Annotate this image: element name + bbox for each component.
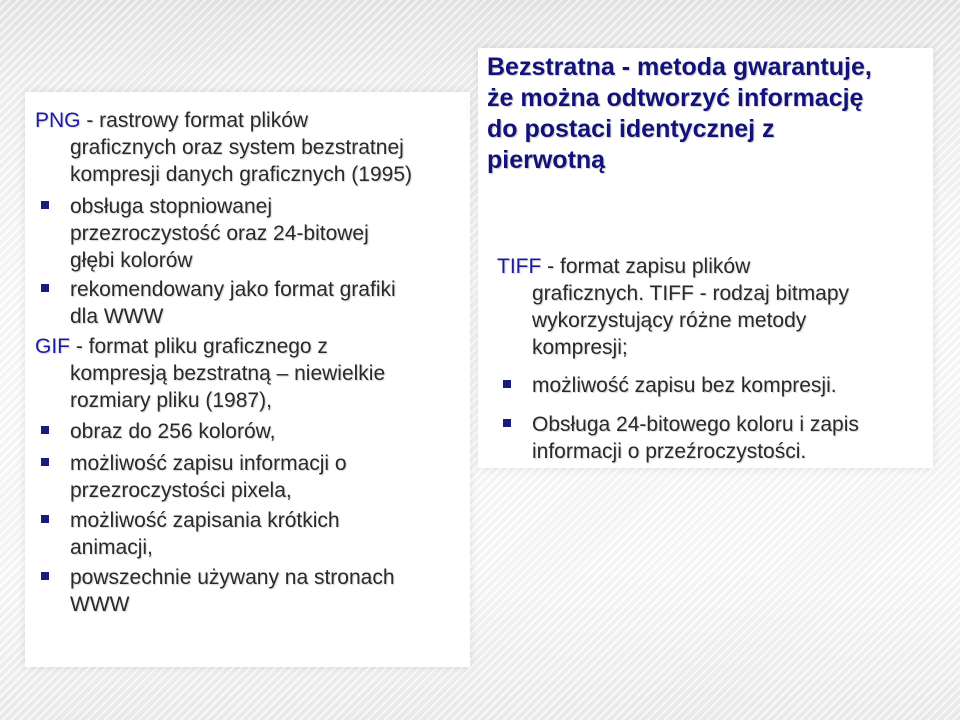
lossless-definition-heading [487, 52, 937, 176]
heading-line-1: Bezstratna - metoda gwarantuje, [487, 53, 872, 81]
square-bullet-icon [41, 515, 49, 523]
square-bullet-icon [41, 458, 49, 466]
gif-term: GIF [35, 335, 70, 358]
square-bullet-icon [503, 380, 511, 388]
gif-bullet-pixel-transparency: możliwość zapisu informacji o przezroczystości pixela, [35, 450, 500, 504]
square-bullet-icon [41, 201, 49, 209]
png-line-2: graficznych oraz system bezstratnej [70, 136, 404, 159]
tiff-paragraph [497, 253, 927, 361]
square-bullet-icon [503, 419, 511, 427]
tiff-line-4: kompresji; [532, 336, 628, 359]
png-line-3: kompresji danych graficznych (1995) [70, 163, 412, 186]
heading-line-4: pierwotną [487, 146, 606, 174]
tiff-line-1: - format zapisu plików [541, 255, 751, 278]
png-term: PNG [35, 109, 81, 132]
tiff-term: TIFF [497, 255, 542, 278]
heading-line-3: do postaci identycznej z [487, 115, 775, 143]
gif-paragraph [35, 333, 465, 414]
square-bullet-icon [41, 572, 49, 580]
png-bullet-www-recommended: rekomendowany jako format grafiki dla WWW [35, 276, 500, 330]
heading-line-2: że można odtworzyć informację [487, 84, 864, 112]
gif-line-1: - format pliku graficznego z [70, 335, 328, 358]
gif-bullet-animations: możliwość zapisania krótkich animacji, [35, 507, 500, 561]
gif-line-2: kompresją bezstratną – niewielkie [70, 362, 386, 385]
gif-bullet-256-colors: obraz do 256 kolorów, [35, 418, 500, 445]
gif-line-3: rozmiary pliku (1987), [70, 389, 272, 412]
tiff-bullet-no-compression: możliwość zapisu bez kompresji. [497, 372, 960, 399]
square-bullet-icon [41, 284, 49, 292]
png-paragraph [35, 107, 465, 188]
tiff-bullet-24bit-transparency: Obsługa 24-bitowego koloru i zapis informacji o przeźroczystości. [497, 411, 960, 465]
square-bullet-icon [41, 426, 49, 434]
png-bullet-gradual-transparency: obsługa stopniowanej przezroczystość oraz 24-bitowej głębi kolorów [35, 193, 500, 274]
png-line-1: - rastrowy format plików [80, 109, 309, 132]
gif-bullet-www-usage: powszechnie używany na stronach WWW [35, 564, 500, 618]
tiff-line-3: wykorzystujący różne metody [532, 309, 807, 332]
tiff-line-2: graficznych. TIFF - rodzaj bitmapy [532, 282, 850, 305]
